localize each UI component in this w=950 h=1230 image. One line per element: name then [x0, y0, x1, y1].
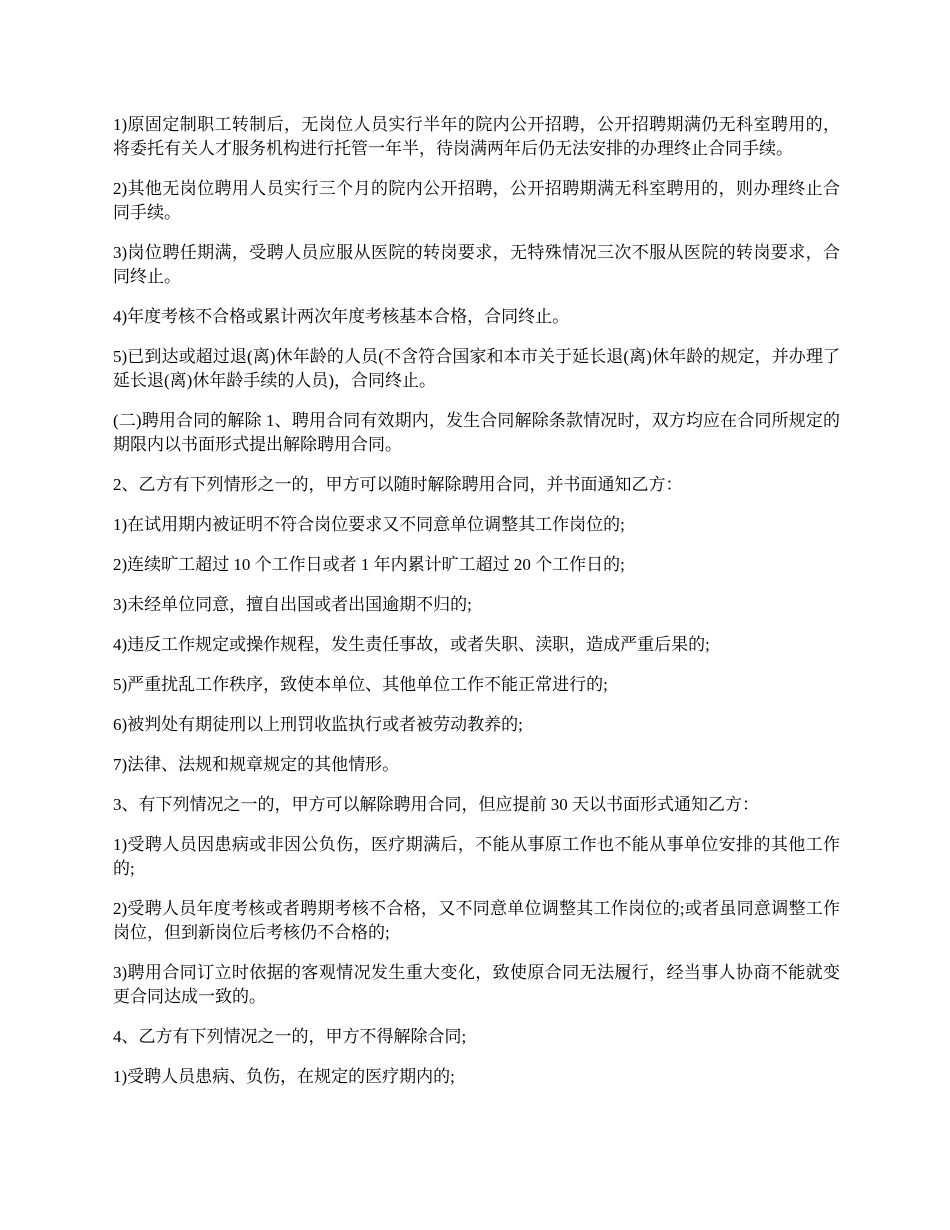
paragraph-8: 1)在试用期内被证明不符合岗位要求又不同意单位调整其工作岗位的;	[113, 515, 625, 534]
paragraph-11: 4)违反工作规定或操作规程，发生责任事故，或者失职、渎职，造成严重后果的;	[113, 635, 710, 654]
paragraph-19: 4、乙方有下列情况之一的，甲方不得解除合同;	[113, 1027, 467, 1046]
paragraph-15: 3、有下列情况之一的，甲方可以解除聘用合同，但应提前 30 天以书面形式通知乙方：	[113, 795, 759, 814]
paragraph-12: 5)严重扰乱工作秩序，致使本单位、其他单位工作不能正常进行的;	[113, 675, 608, 694]
paragraph-5: 5)已到达或超过退(离)休年龄的人员(不含符合国家和本市关于延长退(离)休年龄的规定，并办理了延长退(离)休年龄手续的人员)，合同终止。	[113, 347, 840, 390]
paragraph-3: 3)岗位聘任期满，受聘人员应服从医院的转岗要求，无特殊情况三次不服从医院的转岗要求，合同终止。	[113, 243, 840, 286]
paragraph-16: 1)受聘人员因患病或非因公负伤，医疗期满后，不能从事原工作也不能从事单位安排的其他工作的;	[113, 835, 840, 878]
paragraph-17: 2)受聘人员年度考核或者聘期考核不合格，又不同意单位调整其工作岗位的;或者虽同意调整工作岗位，但到新岗位后考核仍不合格的;	[113, 899, 840, 942]
paragraph-1: 1)原固定制职工转制后，无岗位人员实行半年的院内公开招聘，公开招聘期满仍无科室聘用的，将委托有关人才服务机构进行托管一年半，待岗满两年后仍无法安排的办理终止合同手续。	[113, 115, 840, 158]
paragraph-2: 2)其他无岗位聘用人员实行三个月的院内公开招聘，公开招聘期满无科室聘用的，则办理终止合同手续。	[113, 179, 840, 222]
paragraph-20: 1)受聘人员患病、负伤，在规定的医疗期内的;	[113, 1067, 455, 1086]
paragraph-13: 6)被判处有期徒刑以上刑罚收监执行或者被劳动教养的;	[113, 715, 523, 734]
paragraph-14: 7)法律、法规和规章规定的其他情形。	[113, 755, 400, 774]
paragraph-9: 2)连续旷工超过 10 个工作日或者 1 年内累计旷工超过 20 个工作日的;	[113, 555, 625, 574]
paragraph-4: 4)年度考核不合格或累计两次年度考核基本合格，合同终止。	[113, 307, 570, 326]
paragraph-10: 3)未经单位同意，擅自出国或者出国逾期不归的;	[113, 595, 472, 614]
document-page	[113, 113, 840, 1105]
paragraph-18: 3)聘用合同订立时依据的客观情况发生重大变化，致使原合同无法履行，经当事人协商不能就变更合同达成一致的。	[113, 963, 840, 1006]
paragraph-7: 2、乙方有下列情形之一的，甲方可以随时解除聘用合同，并书面通知乙方：	[113, 475, 683, 494]
paragraph-6: (二)聘用合同的解除 1、聘用合同有效期内，发生合同解除条款情况时，双方均应在合同所规定的期限内以书面形式提出解除聘用合同。	[113, 411, 840, 454]
